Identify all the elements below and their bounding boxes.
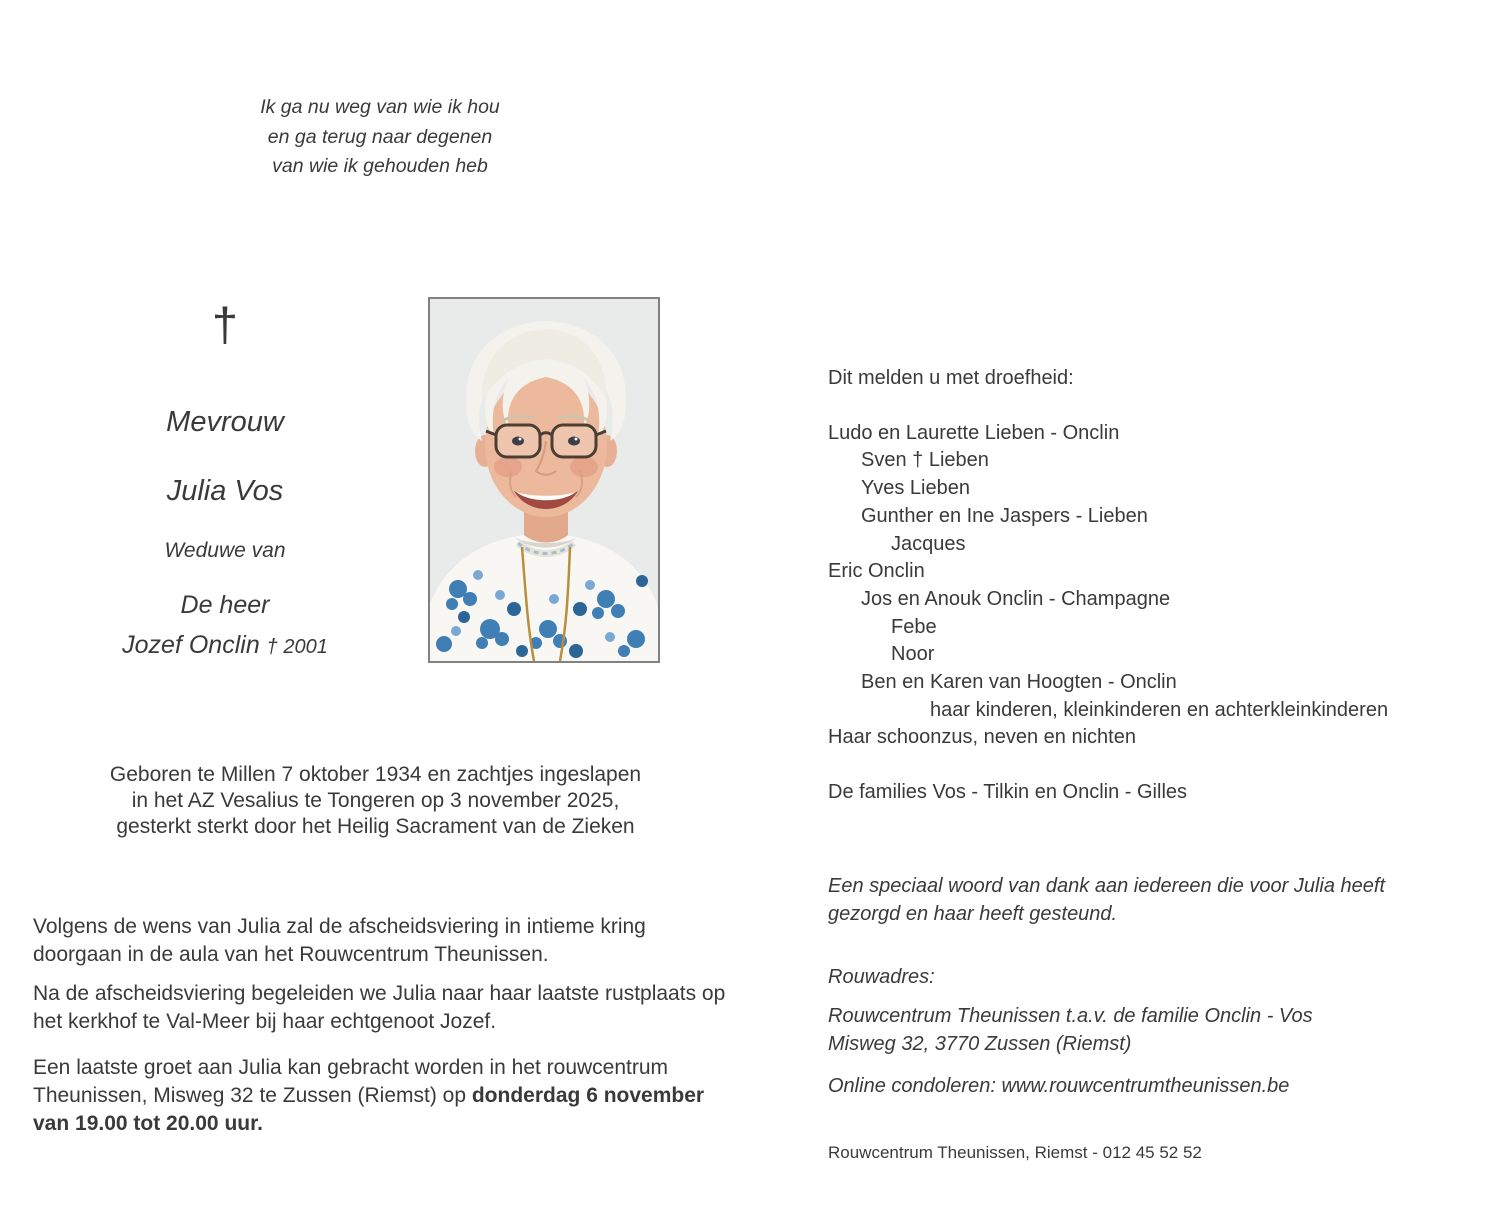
family-list-item: haar kinderen, kleinkinderen en achterkleinkinderen bbox=[930, 698, 1389, 721]
husband-name-line bbox=[55, 631, 395, 660]
life-dates-line: in het AZ Vesalius te Tongeren op 3 november 2025, bbox=[131, 789, 620, 812]
life-dates-line: Geboren te Millen 7 oktober 1934 en zachtjes ingeslapen bbox=[109, 763, 642, 786]
family-list-item: Febe bbox=[891, 615, 937, 638]
mourning-address-label: Rouwadres: bbox=[828, 965, 935, 988]
husband-title: De heer bbox=[180, 591, 270, 619]
family-list-item: Ludo en Laurette Lieben - Onclin bbox=[828, 421, 1120, 444]
widow-of-label: Weduwe van bbox=[164, 539, 286, 562]
funeral-info bbox=[33, 913, 733, 1138]
life-dates-line: gesterkt sterkt door het Heilig Sacrament van de Zieken bbox=[116, 815, 635, 838]
family-list bbox=[828, 420, 1488, 752]
portrait-illustration bbox=[430, 299, 658, 661]
poem-line: en ga terug naar degenen bbox=[267, 125, 493, 148]
family-list-item: Ben en Karen van Hoogten - Onclin bbox=[861, 671, 1177, 694]
family-list-item: Eric Onclin bbox=[828, 560, 925, 583]
family-list-item: Sven † Lieben bbox=[861, 449, 989, 472]
visitation-text: Een laatste groet aan Julia kan gebracht worden in het rouwcentrum Theunissen, Misweg 32 te Zussen (Riemst) op bbox=[33, 1056, 669, 1107]
family-list-item: Haar schoonzus, neven en nichten bbox=[828, 726, 1136, 749]
life-dates bbox=[63, 762, 688, 840]
announcement-column bbox=[828, 365, 1488, 1167]
husband-name: Jozef Onclin bbox=[122, 631, 260, 659]
funeral-home-footer: Rouwcentrum Theunissen, Riemst - 012 45 52 52 bbox=[828, 1143, 1202, 1163]
memorial-block bbox=[55, 300, 395, 660]
poem-line: van wie ik gehouden heb bbox=[272, 155, 488, 177]
families-line: De families Vos - Tilkin en Onclin - Gilles bbox=[828, 781, 1188, 804]
family-list-item: Gunther en Ine Jaspers - Lieben bbox=[861, 504, 1148, 527]
cross-icon: † bbox=[211, 298, 239, 351]
husband-death-year: † 2001 bbox=[266, 636, 328, 658]
mourning-address-line: Rouwcentrum Theunissen t.a.v. de familie Onclin - Vos bbox=[828, 1004, 1313, 1027]
thanks-note: Een speciaal woord van dank aan iedereen die voor Julia heeft gezorgd en haar heeft gesteund. bbox=[828, 874, 1386, 925]
burial-paragraph: Na de afscheidsviering begeleiden we Julia naar haar laatste rustplaats op het kerkhof te Val-Meer bij haar echtgenoot Jozef. bbox=[33, 982, 726, 1033]
family-list-item: Noor bbox=[891, 643, 935, 666]
portrait-photo bbox=[428, 297, 660, 663]
announcement-line: Dit melden u met droefheid: bbox=[828, 367, 1074, 389]
service-paragraph: Volgens de wens van Julia zal de afscheidsviering in intieme kring doorgaan in de aula van het Rouwcentrum Theunissen. bbox=[33, 915, 646, 966]
family-list-item: Jacques bbox=[891, 532, 966, 555]
online-condolences: Online condoleren: www.rouwcentrumtheunissen.be bbox=[828, 1074, 1290, 1097]
mourning-address bbox=[828, 1002, 1488, 1058]
family-list-item: Jos en Anouk Onclin - Champagne bbox=[861, 587, 1171, 610]
visitation-datetime: donderdag 6 november van 19.00 tot 20.00 uur. bbox=[33, 1084, 705, 1135]
mourning-address-line: Misweg 32, 3770 Zussen (Riemst) bbox=[828, 1032, 1132, 1055]
deceased-name: Julia Vos bbox=[166, 475, 284, 507]
poem-line: Ik ga nu weg van wie ik hou bbox=[260, 96, 500, 118]
visitation-paragraph bbox=[33, 1054, 733, 1138]
opening-poem bbox=[170, 93, 590, 182]
deceased-title: Mevrouw bbox=[166, 406, 284, 438]
family-list-item: Yves Lieben bbox=[861, 477, 970, 500]
